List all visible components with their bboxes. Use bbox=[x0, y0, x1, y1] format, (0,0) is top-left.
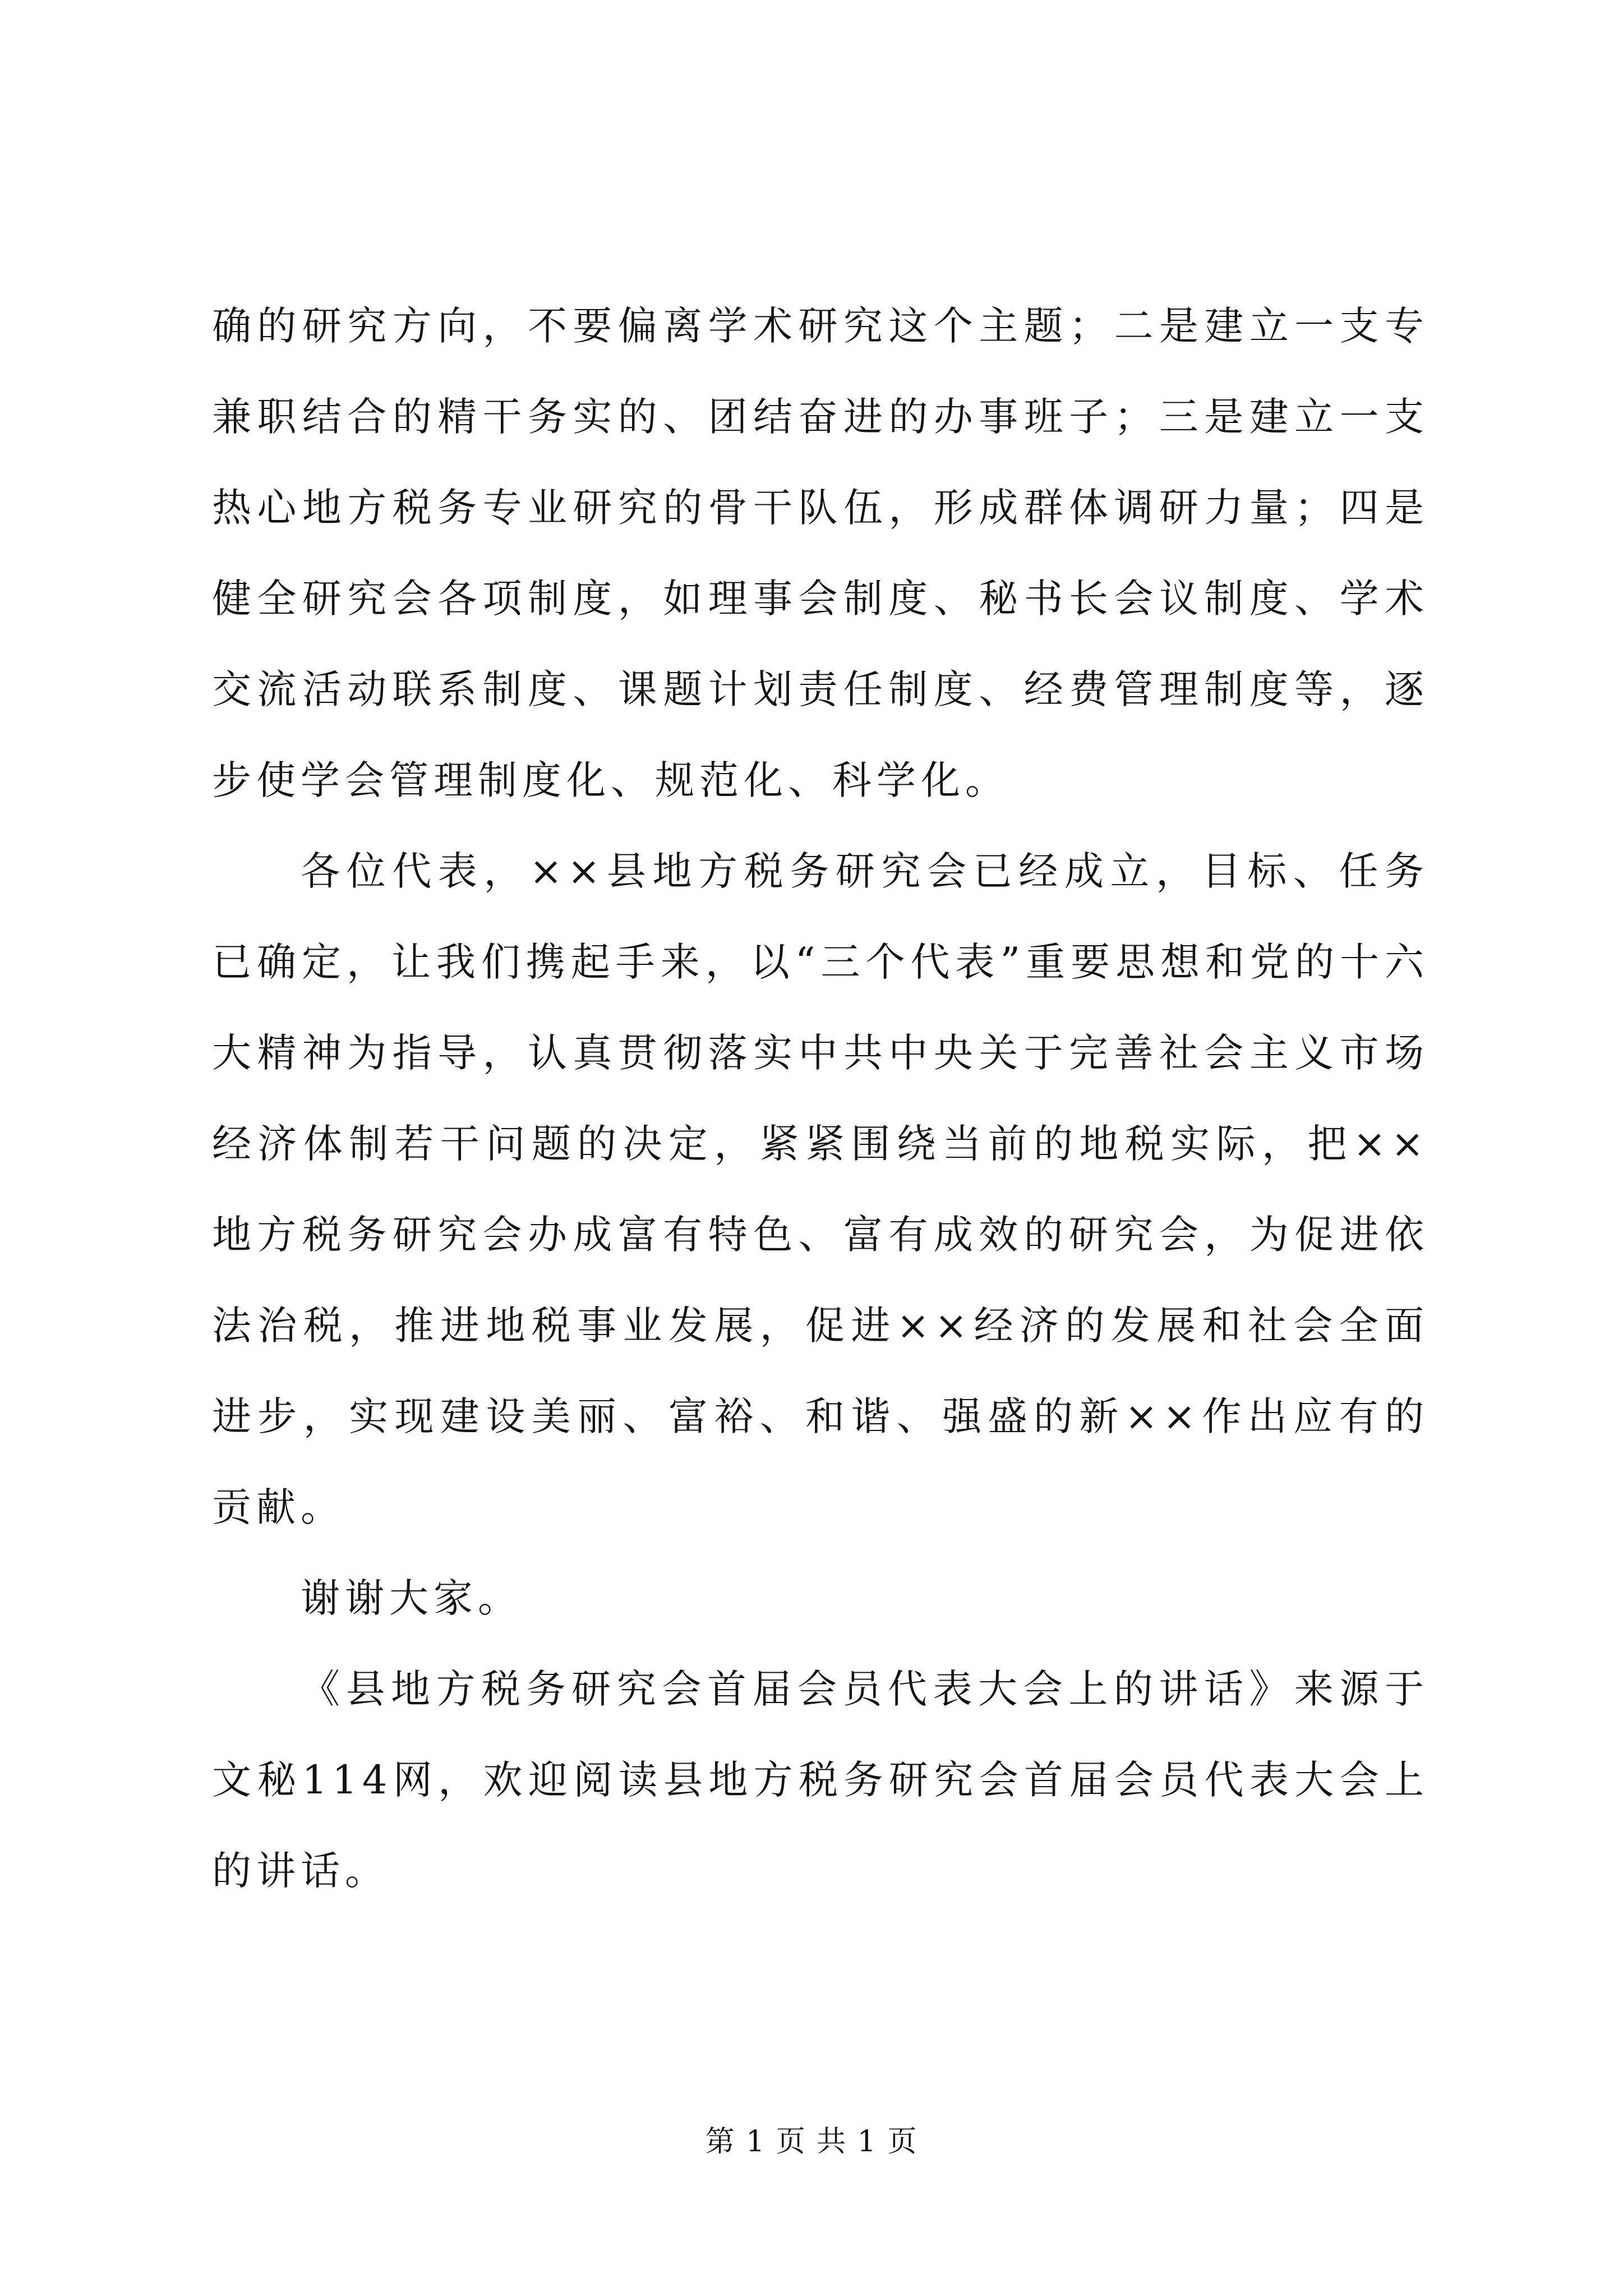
paragraph-continuation: 确的研究方向，不要偏离学术研究这个主题；二是建立一支专兼职结合的精干务实的、团结奋进的办事班子；三是建立一支热心地方税务专业研究的骨干队伍，形成群体调研力量；四是健全研究会各项制度，如理事会制度、秘书长会议制度、学术交流活动联系制度、课题计划责任制度、经费管理制度等，逐步使学会管理制度化、规范化、科学化。 bbox=[212, 303, 1429, 803]
document-body bbox=[212, 280, 1429, 1916]
paragraph-closing-remarks: 各位代表，××县地方税务研究会已经成立，目标、任务已确定，让我们携起手来，以“三个代表”重要思想和党的十六大精神为指导，认真贯彻落实中共中央关于完善社会主义市场经济体制若干问题的决定，紧紧围绕当前的地税实际，把××地方税务研究会办成富有特色、富有成效的研究会，为促进依法治税，推进地税事业发展，促进××经济的发展和社会全面进步，实现建设美丽、富裕、和谐、强盛的新××作出应有的贡献。 bbox=[212, 848, 1429, 1530]
paragraph-source-note: 《县地方税务研究会首届会员代表大会上的讲话》来源于文秘114网，欢迎阅读县地方税务研究会首届会员代表大会上的讲话。 bbox=[212, 1666, 1429, 1894]
paragraph-thanks: 谢谢大家。 bbox=[301, 1575, 522, 1621]
page-number-footer: 第 1 页 共 1 页 bbox=[705, 2125, 918, 2159]
